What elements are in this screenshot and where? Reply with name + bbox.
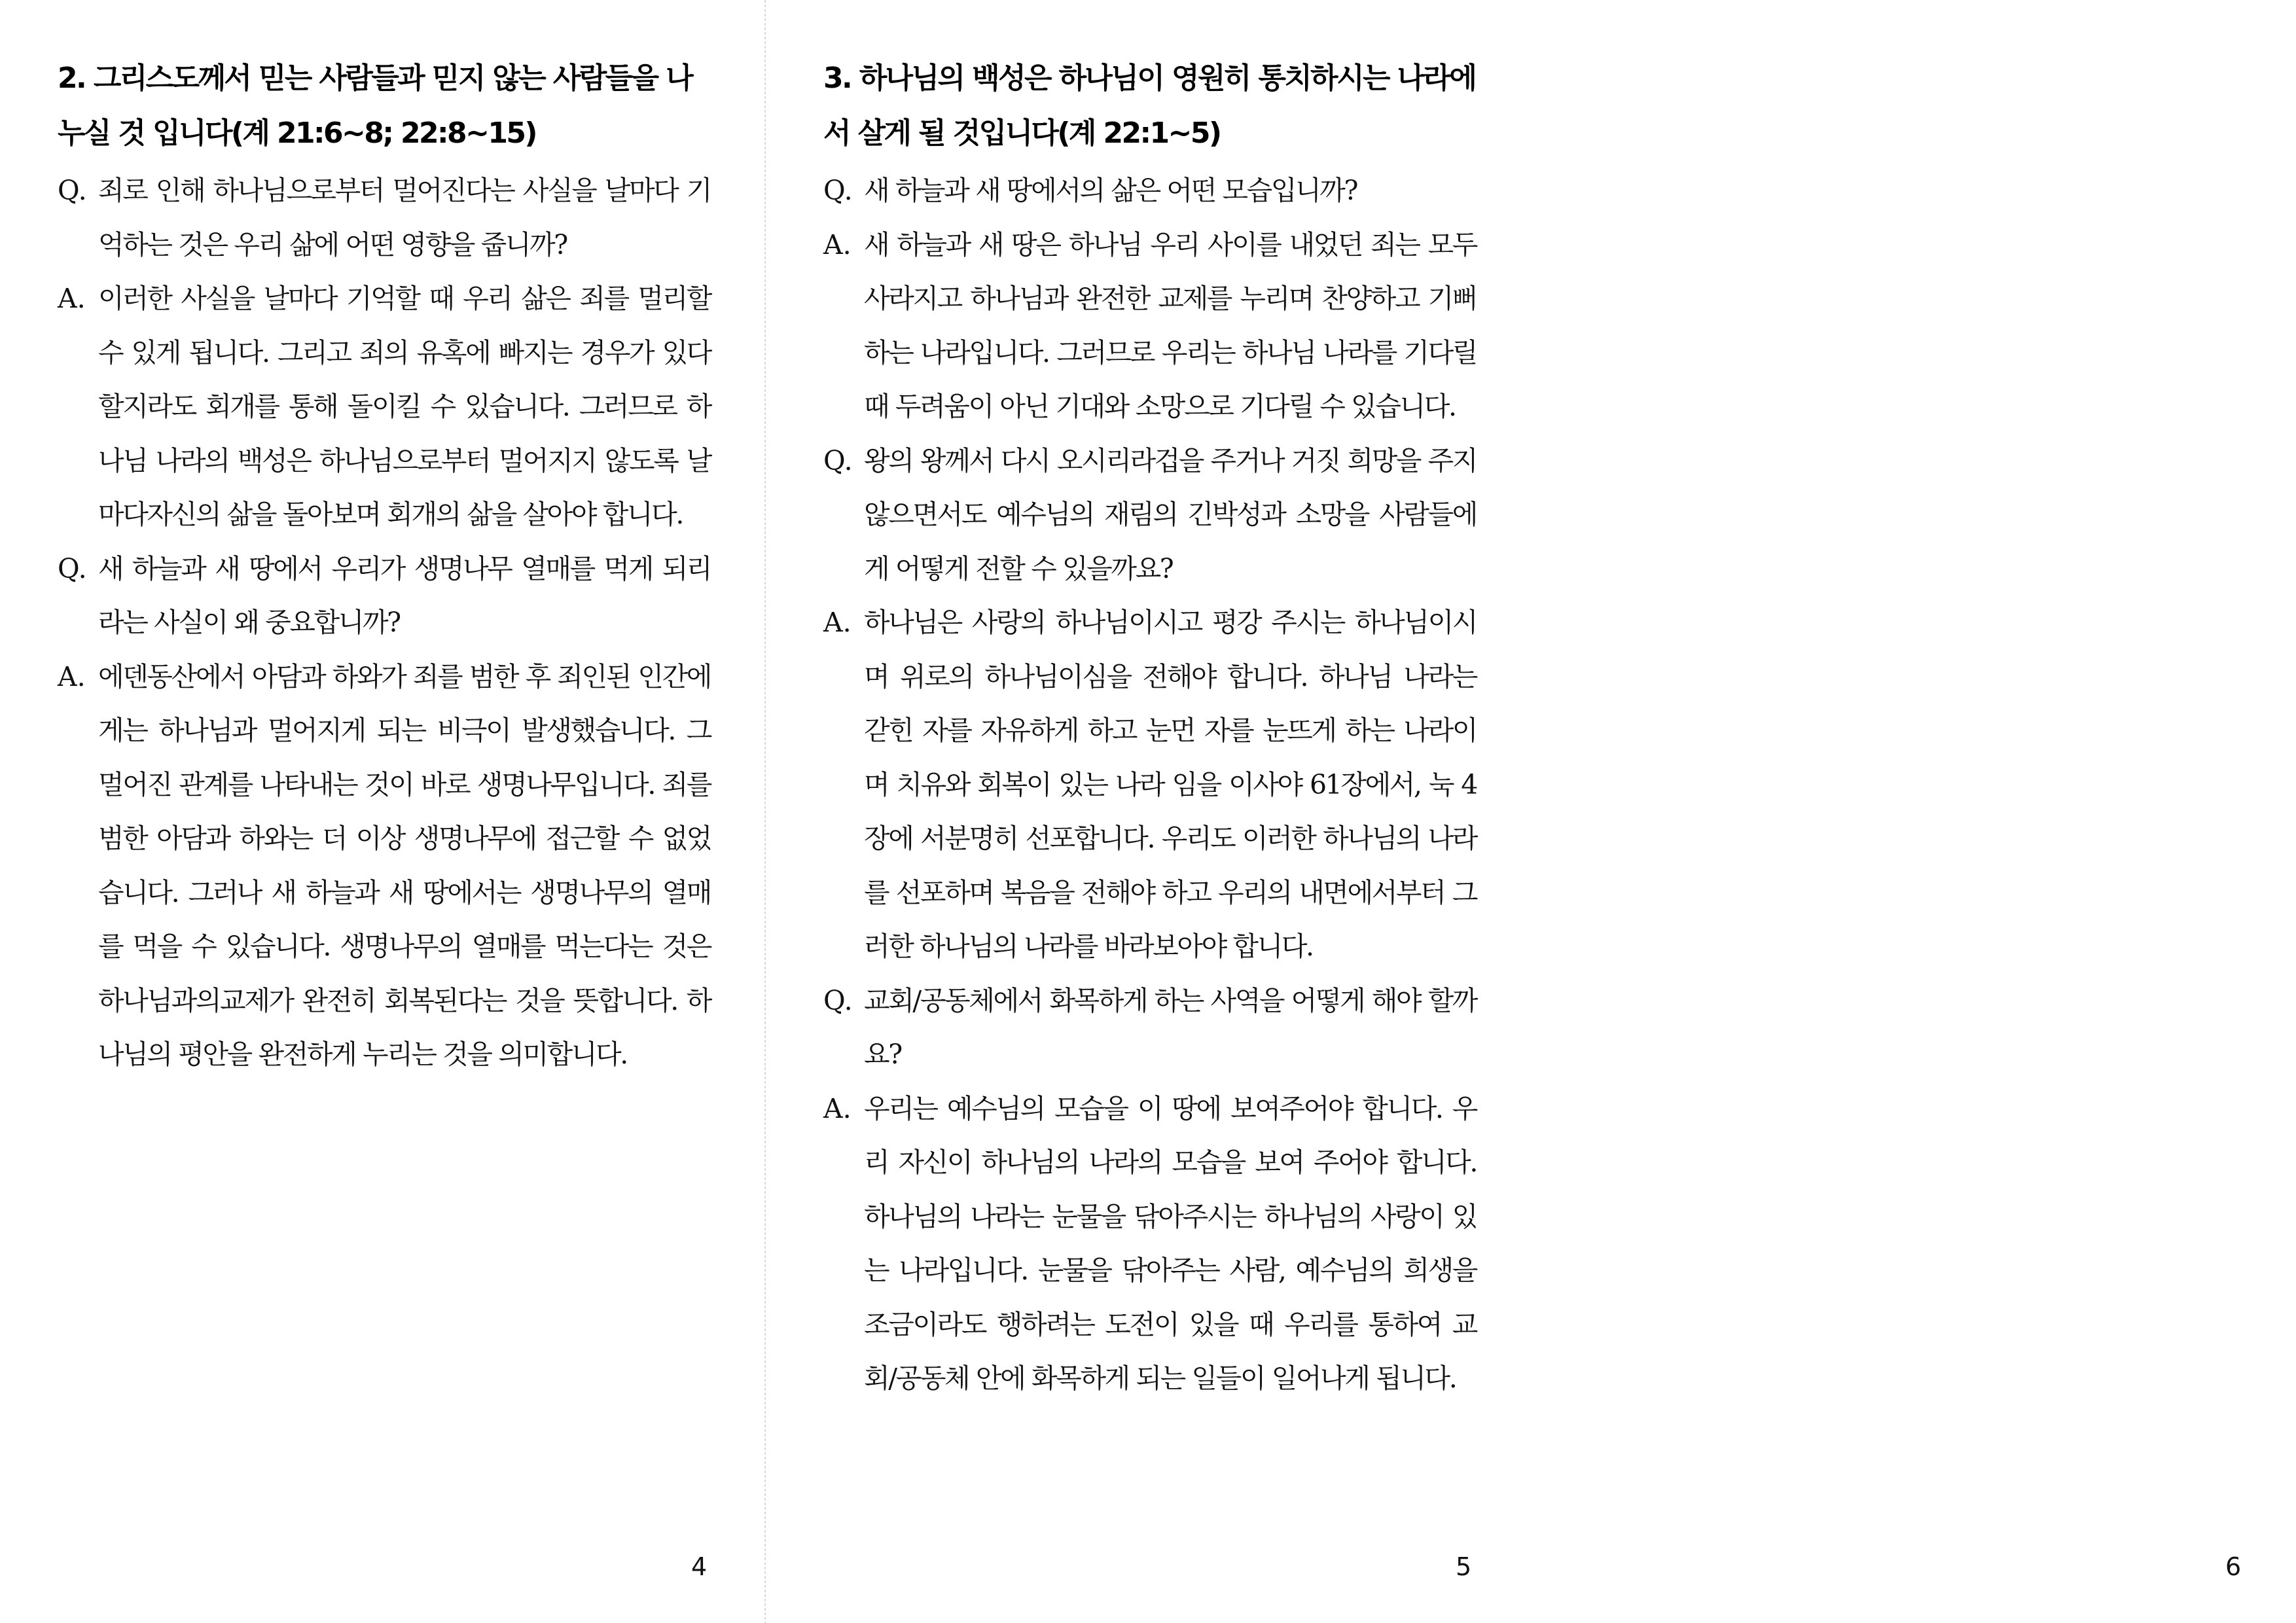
question-marker: Q. (823, 984, 853, 1016)
question-paragraph (823, 164, 1477, 218)
question-text: 새 하늘과 새 땅에서의 삶은 어떤 모습입니까? (864, 175, 1357, 206)
answer-marker: A. (58, 283, 86, 314)
page-number: 4 (691, 1552, 708, 1581)
question-marker: Q. (58, 175, 87, 206)
question-paragraph (823, 434, 1477, 596)
page-4 (0, 0, 759, 1623)
answer-paragraph (58, 272, 711, 542)
answer-text: 우리는 예수님의 모습을 이 땅에 보여주어야 합니다. 우리 자신이 하나님의 나라의 모습을 보여 주어야 합니다. 하나님의 나라는 눈물을 닦아주시는 하나님의 사랑이 있는 나라입니다. 눈물을 닦아주는 사람, 예수님의 희생을 조금이라도 행하려는 도전이 있을 때 우리를 통하여 교회/공동체 안에 화목하게 되는 일들이 일어나게 됩니다. (864, 1092, 1477, 1394)
answer-paragraph (823, 1082, 1477, 1406)
answer-text: 하나님은 사랑의 하나님이시고 평강 주시는 하나님이시며 위로의 하나님이심을 전해야 합니다. 하나님 나라는 갇힌 자를 자유하게 하고 눈먼 자를 눈뜨게 하는 나라이며 치유와 회복이 있는 나라 임을 이사야 61장에서, 눅 4장에 서분명히 선포합니다. 우리도 이러한 하나님의 나라를 선포하며 복음을 전해야 하고 우리의 내면에서부터 그러한 하나님의 나라를 바라보아야 합니다. (864, 607, 1477, 962)
section-heading: 3. 하나님의 백성은 하나님이 영원히 통치하시는 나라에서 살게 될 것입니다(계 22:1~5) (823, 62, 1476, 150)
section-heading: 2. 그리스도께서 믿는 사람들과 믿지 않는 사람들을 나누실 것 입니다(계 21:6~8; 22:8~15) (58, 62, 692, 150)
question-paragraph (58, 164, 711, 272)
question-text: 왕의 왕께서 다시 오시리라겁을 주거나 거짓 희망을 주지 않으면서도 예수님의 재림의 긴박성과 소망을 사람들에게 어떻게 전할 수 있을까요? (864, 444, 1477, 584)
answer-paragraph (823, 596, 1477, 974)
page-4-content (58, 51, 711, 1082)
answer-text: 이러한 사실을 날마다 기억할 때 우리 삶은 죄를 멀리할 수 있게 됩니다. 그리고 죄의 유혹에 빠지는 경우가 있다 할지라도 회개를 통해 돌이킬 수 있습니다. 그러므로 하나님 나라의 백성은 하나님으로부터 멀어지지 않도록 날마다자신의 삶을 돌아보며 회개의 삶을 살아야 합니다. (98, 283, 711, 530)
answer-marker: A. (58, 660, 86, 692)
question-marker: Q. (823, 444, 853, 476)
page-number: 6 (2225, 1552, 2242, 1581)
question-marker: Q. (58, 552, 87, 584)
question-text: 새 하늘과 새 땅에서 우리가 생명나무 열매를 먹게 되리라는 사실이 왜 중요합니까? (98, 552, 711, 638)
question-text: 교회/공동체에서 화목하게 하는 사역을 어떻게 해야 할까요? (864, 984, 1477, 1070)
page-6 (1532, 0, 2296, 1623)
page-5 (766, 0, 1525, 1623)
question-text: 죄로 인해 하나님으로부터 멀어진다는 사실을 날마다 기억하는 것은 우리 삶에 어떤 영향을 줍니까? (98, 175, 711, 260)
answer-text: 새 하늘과 새 땅은 하나님 우리 사이를 내었던 죄는 모두 사라지고 하나님과 완전한 교제를 누리며 찬양하고 기뻐하는 나라입니다. 그러므로 우리는 하나님 나라를 기다릴 때 두려움이 아닌 기대와 소망으로 기다릴 수 있습니다. (864, 228, 1477, 422)
answer-marker: A. (823, 228, 852, 260)
answer-paragraph (823, 218, 1477, 434)
question-marker: Q. (823, 175, 853, 206)
answer-marker: A. (823, 1092, 852, 1124)
answer-paragraph (58, 650, 711, 1082)
question-paragraph (823, 974, 1477, 1082)
question-paragraph (58, 542, 711, 650)
answer-text: 에덴동산에서 아담과 하와가 죄를 범한 후 죄인된 인간에게는 하나님과 멀어지게 되는 비극이 발생했습니다. 그 멀어진 관계를 나타내는 것이 바로 생명나무입니다. 죄를 범한 아담과 하와는 더 이상 생명나무에 접근할 수 없었습니다. 그러나 새 하늘과 새 땅에서는 생명나무의 열매를 먹을 수 있습니다. 생명나무의 열매를 먹는다는 것은 하나님과의교제가 완전히 회복된다는 것을 뜻합니다. 하나님의 평안을 완전하게 누리는 것을 의미합니다. (98, 660, 711, 1070)
page-number: 5 (1456, 1552, 1472, 1581)
page-5-content (823, 51, 1477, 1406)
answer-marker: A. (823, 607, 852, 638)
